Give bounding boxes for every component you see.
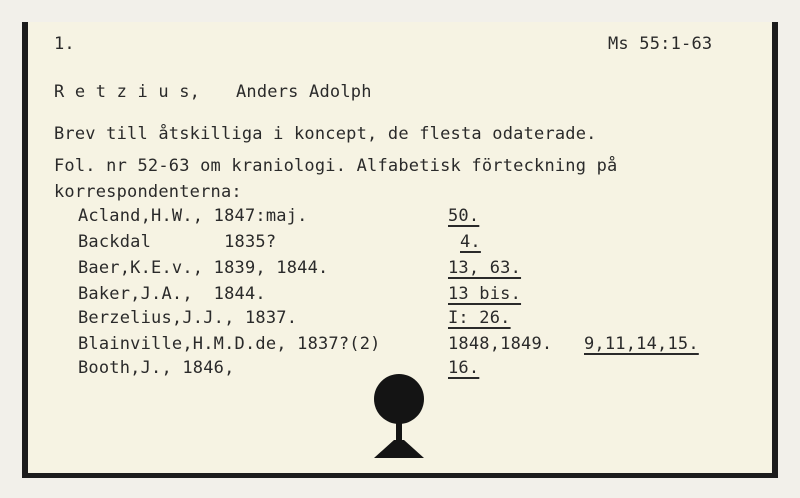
author-surname: R e t z i u s, [54, 82, 201, 102]
description-line-2: Fol. nr 52-63 om kraniologi. Alfabetisk förteckning på [54, 156, 618, 176]
description-line-3: korrespondenterna: [54, 182, 242, 202]
punch-hole [374, 374, 424, 424]
entry-extra-dates: 1848,1849. [448, 334, 553, 354]
entry-name: Berzelius,J.J., 1837. [78, 308, 298, 328]
entry-ref: 13, 63. [448, 258, 522, 278]
entry-ref: 9,11,14,15. [584, 334, 699, 354]
shelfmark: Ms 55:1-63 [608, 34, 713, 54]
entry-name: Booth,J., 1846, [78, 358, 235, 378]
card-number: 1. [54, 34, 75, 54]
entry-name: Backdal 1835? [78, 232, 277, 252]
entry-name: Acland,H.W., 1847:maj. [78, 206, 308, 226]
author-forenames: Anders Adolph [236, 82, 372, 102]
entry-name: Blainville,H.M.D.de, 1837?(2) [78, 334, 381, 354]
entry-ref: I: 26. [448, 308, 511, 328]
punch-hole-base [374, 440, 424, 458]
entry-name: Baker,J.A., 1844. [78, 284, 266, 304]
catalog-card [22, 22, 778, 478]
entry-ref: 50. [448, 206, 480, 226]
entry-name: Baer,K.E.v., 1839, 1844. [78, 258, 329, 278]
entry-ref: 4. [460, 232, 481, 252]
entry-ref: 13 bis. [448, 284, 522, 304]
entry-ref: 16. [448, 358, 480, 378]
description-line-1: Brev till åtskilliga i koncept, de flesta odaterade. [54, 124, 597, 144]
